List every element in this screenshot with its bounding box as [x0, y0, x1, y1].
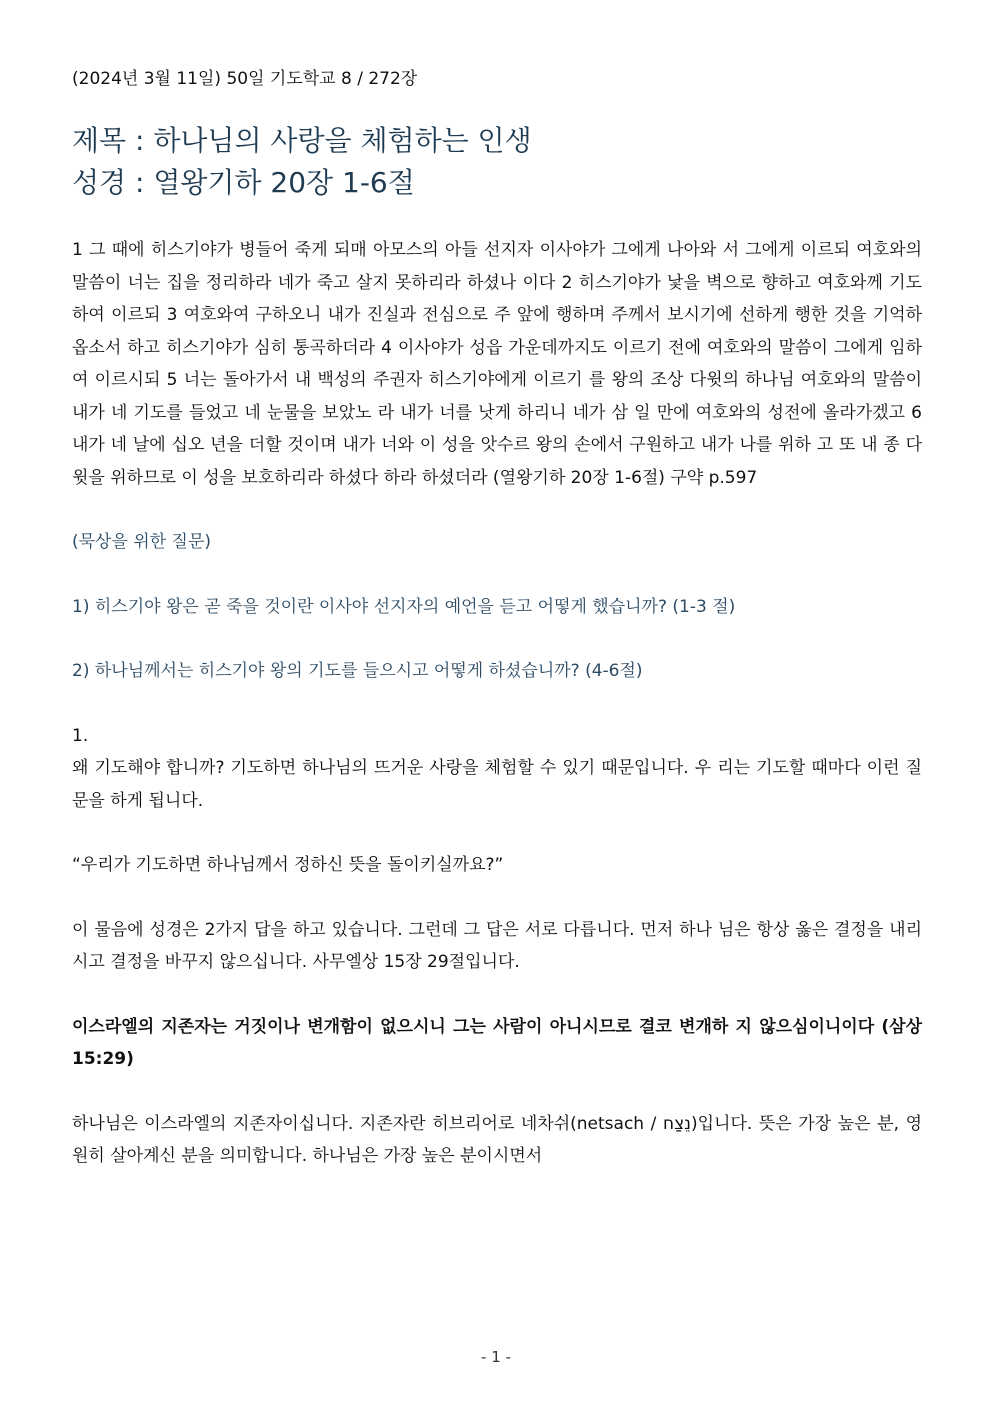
bold-verse: 이스라엘의 지존자는 거짓이나 변개함이 없으시니 그는 사람이 아니시므로 결코 변개하 지 않으심이니이다 (삼상 15:29): [72, 1016, 922, 1069]
title-block: [72, 120, 922, 204]
section-quote: “우리가 기도하면 하나님께서 정하신 뜻을 돌이키실까요?”: [72, 855, 504, 875]
sermon-title: 제목 : 하나님의 사랑을 체험하는 인생: [72, 124, 532, 157]
meditation-question-2: 2) 하나님께서는 히스기야 왕의 기도를 들으시고 어떻게 하셨습니까? (4-6절): [72, 661, 643, 681]
section-paragraph-2: 이 물음에 성경은 2가지 답을 하고 있습니다. 그런데 그 답은 서로 다릅니다. 먼저 하나 님은 항상 옳은 결정을 내리시고 결정을 바꾸지 않으십니다. 사무엘상 15장 29절입니다.: [72, 919, 922, 972]
meditation-question-1: 1) 히스기야 왕은 곧 죽을 것이란 이사야 선지자의 예언을 듣고 어떻게 했습니까? (1-3 절): [72, 596, 736, 617]
page-number: - 1 -: [481, 1348, 511, 1366]
scripture-reference: 성경 : 열왕기하 20장 1-6절: [72, 166, 415, 199]
section-number: 1.: [72, 725, 89, 746]
section-paragraph-1: 왜 기도해야 합니까? 기도하면 하나님의 뜨거운 사랑을 체험할 수 있기 때문입니다. 우 리는 기도할 때마다 이런 질문을 하게 됩니다.: [72, 758, 922, 811]
scripture-passage: 1 그 때에 히스기야가 병들어 죽게 되매 아모스의 아들 선지자 이사야가 그에게 나아와 서 그에게 이르되 여호와의 말씀이 너는 집을 정리하라 네가 죽고 살지 못하리라 하셨나 이다 2 히스기야가 낯을 벽으로 향하고 여호와께 기도하여 이르되 3 여호와여 구하오니 내가 진실과 전심으로 주 앞에 행하며 주께서 보시기에 선하게 행한 것을 기억하옵소서 하고 히스기야가 심히 통곡하더라 4 이사야가 성읍 가운데까지도 이르기 전에 여호와의 말씀이 그에게 임하여 이르시되 5 너는 돌아가서 내 백성의 주권자 히스기야에게 이르기 를 왕의 조상 다윗의 하나님 여호와의 말씀이 내가 네 기도를 들었고 네 눈물을 보았노 라 내가 너를 낫게 하리니 네가 삼 일 만에 여호와의 성전에 올라가겠고 6 내가 네 날에 십오 년을 더할 것이며 내가 너와 이 성을 앗수르 왕의 손에서 구원하고 내가 나를 위하 고 또 내 종 다윗을 위하므로 이 성을 보호하리라 하셨다 하라 하셨더라 (열왕기하 20장 1-6절) 구약 p.597: [72, 240, 922, 488]
section-paragraph-3: 하나님은 이스라엘의 지존자이십니다. 지존자란 히브리어로 네차쉬(netsach / נֵצַח)입니다. 뜻은 가장 높은 분, 영원히 살아계신 분을 의미합니다. 하나님은 가장 높은 분이시면서: [72, 1113, 922, 1166]
page-content: [72, 66, 922, 1173]
meditation-heading: (묵상을 위한 질문): [72, 532, 212, 552]
date-header: (2024년 3월 11일) 50일 기도학교 8 / 272장: [72, 69, 418, 89]
